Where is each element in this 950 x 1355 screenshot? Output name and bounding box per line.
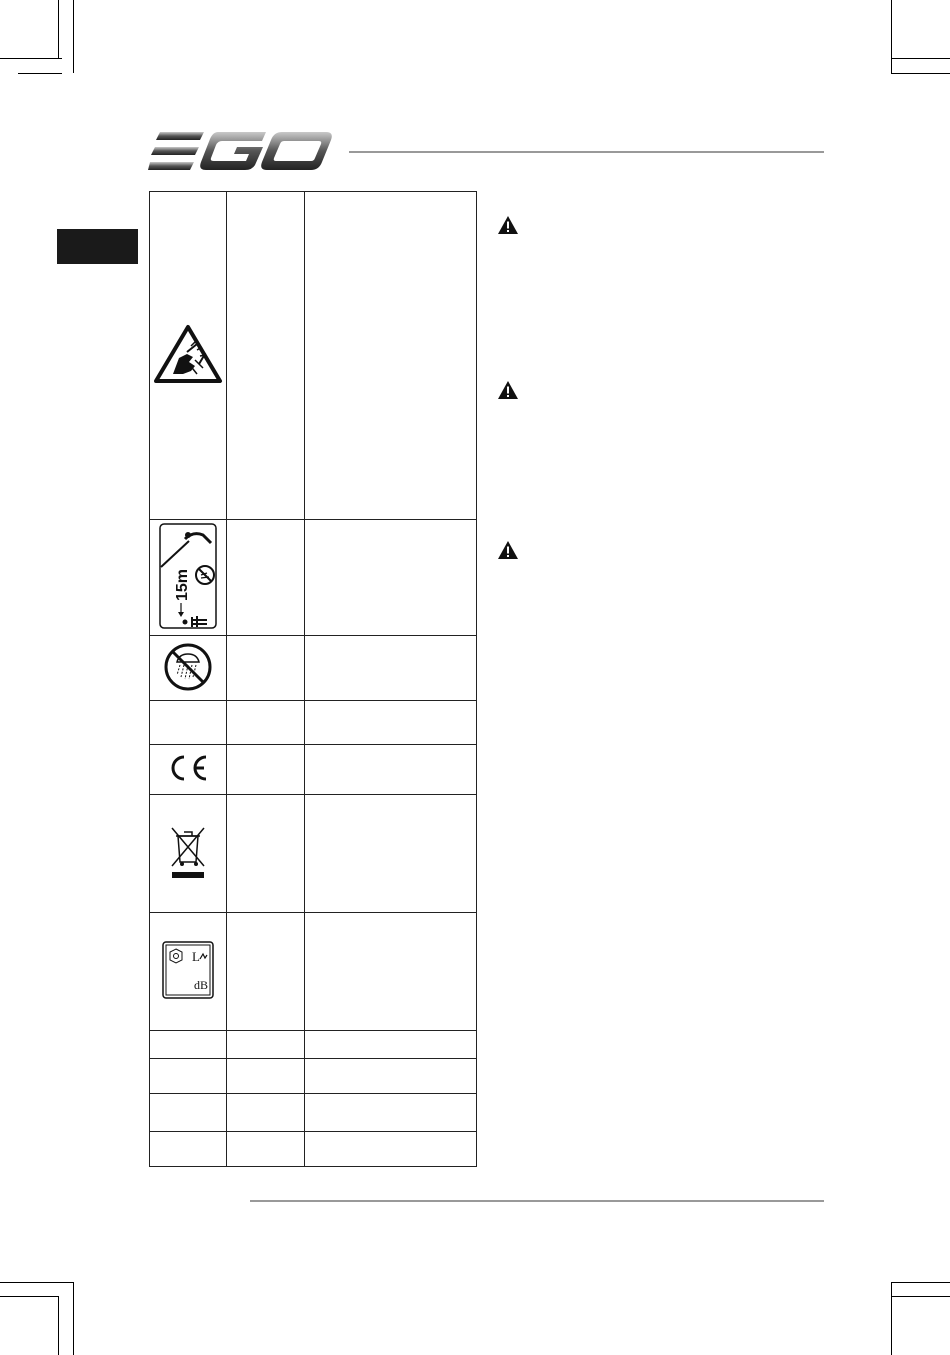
symbol-name-cell: [227, 520, 305, 636]
table-row: [150, 1094, 477, 1132]
ce-mark-icon: [164, 753, 212, 783]
table-row: [150, 636, 477, 701]
symbol-name-cell: [227, 1094, 305, 1132]
symbol-name-cell: [227, 701, 305, 745]
symbol-name-cell: [227, 913, 305, 1031]
symbol-meaning-cell: [305, 636, 477, 701]
no-rain-icon: [163, 642, 213, 692]
table-row: [150, 1132, 477, 1167]
symbol-meaning-cell: [305, 745, 477, 795]
symbol-name-cell: [227, 1132, 305, 1167]
symbol-meaning-cell: [305, 1094, 477, 1132]
table-row: [150, 1059, 477, 1094]
header-rule: [349, 151, 824, 153]
symbol-meaning-cell: [305, 795, 477, 913]
table-row: [150, 701, 477, 745]
warning-triangle-icon: [497, 540, 519, 560]
footer-rule: [250, 1200, 824, 1202]
db-label: dB: [194, 978, 209, 992]
symbol-cell: [150, 520, 227, 636]
symbol-name-cell: [227, 795, 305, 913]
symbol-cell: [150, 1059, 227, 1094]
ego-logo: [148, 130, 334, 172]
symbol-cell: [150, 1132, 227, 1167]
symbol-cell: [150, 795, 227, 913]
sound-power-icon: [162, 941, 214, 999]
symbol-cell: [150, 913, 227, 1031]
cut-hazard-icon: [153, 324, 223, 384]
symbol-meaning-cell: [305, 520, 477, 636]
symbol-cell: [150, 1031, 227, 1059]
symbol-meaning-cell: [305, 192, 477, 520]
symbol-name-cell: [227, 636, 305, 701]
symbol-name-cell: [227, 1059, 305, 1094]
symbol-name-cell: [227, 745, 305, 795]
symbol-cell: [150, 701, 227, 745]
symbol-meaning-cell: [305, 1059, 477, 1094]
lwa-label: L: [192, 949, 200, 964]
table-row: [150, 1031, 477, 1059]
symbol-name-cell: [227, 192, 305, 520]
warning-triangle-icon: [497, 380, 519, 400]
symbol-cell: [150, 745, 227, 795]
symbol-cell: [150, 192, 227, 520]
symbol-name-cell: [227, 1031, 305, 1059]
table-row: [150, 745, 477, 795]
symbol-meaning-cell: [305, 913, 477, 1031]
table-row: [150, 913, 477, 1031]
symbols-table: [149, 191, 477, 1167]
table-row: [150, 520, 477, 636]
symbol-meaning-cell: [305, 701, 477, 745]
distance-label: 15m: [174, 568, 191, 601]
table-row: [150, 192, 477, 520]
symbol-cell: [150, 636, 227, 701]
keep-distance-15m-icon: [159, 523, 217, 629]
table-row: [150, 795, 477, 913]
warning-triangle-icon: [497, 215, 519, 235]
symbol-meaning-cell: [305, 1031, 477, 1059]
weee-bin-icon: [168, 824, 208, 880]
language-tab: [57, 229, 138, 264]
symbol-cell: [150, 1094, 227, 1132]
symbol-meaning-cell: [305, 1132, 477, 1167]
